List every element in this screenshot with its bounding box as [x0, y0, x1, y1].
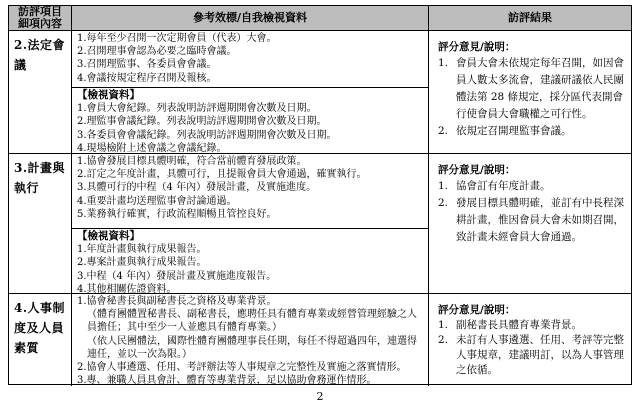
result-title: 評分意見/說明：: [438, 41, 516, 53]
result-cell: [429, 31, 631, 153]
criteria-cell: [72, 31, 429, 153]
result-list: [438, 318, 626, 378]
list-line: 3.具體可行的中程（4 年內）發展計畫，及實施進度。: [77, 182, 317, 194]
header-criteria-column: 參考效標/自我檢視資料: [72, 6, 429, 30]
page-number: 2: [316, 390, 324, 403]
check-title: 【檢視資料】: [77, 89, 140, 101]
list-number: 2.: [438, 197, 449, 209]
result-title: 評分意見/說明：: [438, 304, 516, 316]
list-line: 4.會議按規定程序召開及報核。: [77, 72, 217, 84]
criteria-cell: [72, 294, 429, 386]
list-text: 發展目標具體明確，並訂有中長程深耕計畫，惟因會員大會未如期召開，致計畫未經會員大會通過。: [456, 197, 624, 243]
list-line: 2.召開理事會認為必要之臨時會議。: [77, 46, 237, 58]
list-line: 1.會員大會紀錄。列表說明訪評週期開會次數及日期。: [77, 103, 317, 115]
list-line: 2.專案計畫與執行成果報告。: [77, 257, 207, 269]
list-line: 1.協會發展目標具體明確，符合當前體育發展政策。: [77, 156, 307, 167]
list-line: 1.每年至少召開一次定期會員（代表）大會。: [77, 33, 277, 44]
list-line: [438, 333, 626, 378]
table-header-row: [9, 6, 631, 31]
list-text: 會員大會未依規定每年召開，如因會員人數太多流會，建議研議依人民團體法第 28 條規定，採分區代表開會行使會員大會職權之可行性。: [456, 57, 624, 120]
check-section: [72, 228, 428, 293]
table-row-legal-meetings: [9, 31, 631, 154]
table-row-plan-execution: [9, 154, 631, 294]
evaluation-table: [8, 5, 632, 385]
list-number: 1.: [438, 180, 449, 192]
check-list: [77, 243, 424, 293]
header-item-line1: 訪評項目: [18, 5, 62, 18]
list-number: 2.: [438, 334, 449, 346]
list-line: [438, 55, 626, 123]
list-line: 1.年度計畫與執行成果報告。: [77, 244, 207, 256]
row-item-label: 4.人事制度及人員素質: [9, 294, 72, 386]
criteria-list: [72, 294, 428, 386]
list-line: 3.各委員會會議紀錄。列表說明訪評週期開會次數及日期。: [77, 129, 337, 141]
list-text: 依規定召開理監事會議。: [456, 125, 572, 137]
result-list: [438, 55, 626, 140]
result-list: [438, 178, 626, 246]
list-line: [438, 123, 626, 140]
list-line: 3.召開理監事、各委員會會議。: [77, 59, 217, 71]
list-line: 2.訂定之年度計畫，具體可行，且提報會員大會通過，確實執行。: [77, 169, 367, 181]
list-line: 4.現場檢附上述會議之會議紀錄。: [77, 142, 227, 153]
list-line: 3.專、兼職人員具會計、體育等專業背景，足以協助會務運作情形。: [77, 375, 377, 386]
row-item-label: 2.法定會議: [9, 31, 72, 153]
criteria-cell: [72, 154, 429, 293]
list-number: 2.: [438, 125, 449, 137]
list-text: 協會訂有年度計畫。: [456, 180, 551, 192]
result-cell: [429, 154, 631, 293]
list-line: [438, 195, 626, 246]
list-line: 1.協會秘書長與副秘書長之資格及專業背景。: [77, 296, 277, 307]
list-line: 5.業務執行確實，行政流程順暢且管控良好。: [77, 208, 277, 220]
list-text: 未訂有人事遴選、任用、考評等完整人事規章，建議明訂，以為人事管理之依循。: [456, 334, 624, 376]
list-line: 4.其他相關佐證資料。: [77, 283, 177, 293]
table-row-personnel: [9, 294, 631, 386]
header-item-column: [9, 6, 72, 30]
header-result-column: 訪評結果: [508, 11, 552, 24]
header-item-line2: 細項內容: [18, 17, 62, 30]
list-line: （體育團體置秘書長、副秘書長，應聘任具有體育專業或經營管理經驗之人員擔任；其中至少一人並應具有體育專業。）: [87, 309, 417, 334]
list-number: 1.: [438, 57, 449, 69]
check-section: [72, 87, 428, 153]
result-cell: [429, 294, 631, 386]
check-list: [77, 102, 424, 153]
row-item-label: 3.計畫與執行: [9, 154, 72, 293]
list-line: 4.重要計畫均送理監事會討論通過。: [77, 195, 237, 207]
criteria-list: [72, 31, 428, 87]
result-title: 評分意見/說明：: [438, 164, 516, 176]
list-line: （依人民團體法，國際性體育團體理事長任期，每任不得超過四年，連選得連任，並以一次為限。）: [87, 335, 417, 360]
list-number: 1.: [438, 319, 449, 331]
list-line: 2.理監事會議紀錄。列表說明訪評週期開會次數及日期。: [77, 116, 327, 128]
list-line: 2.協會人事遴選、任用、考評辦法等人事規章之完整性及實施之落實情形。: [77, 362, 407, 374]
list-line: [438, 318, 626, 333]
criteria-list: [72, 154, 428, 228]
list-text: 副秘書長具體育專業背景。: [456, 319, 582, 331]
list-line: 3.中程（4 年內）發展計畫及實施進度報告。: [77, 270, 277, 282]
list-line: [438, 178, 626, 195]
check-title: 【檢視資料】: [77, 230, 140, 242]
